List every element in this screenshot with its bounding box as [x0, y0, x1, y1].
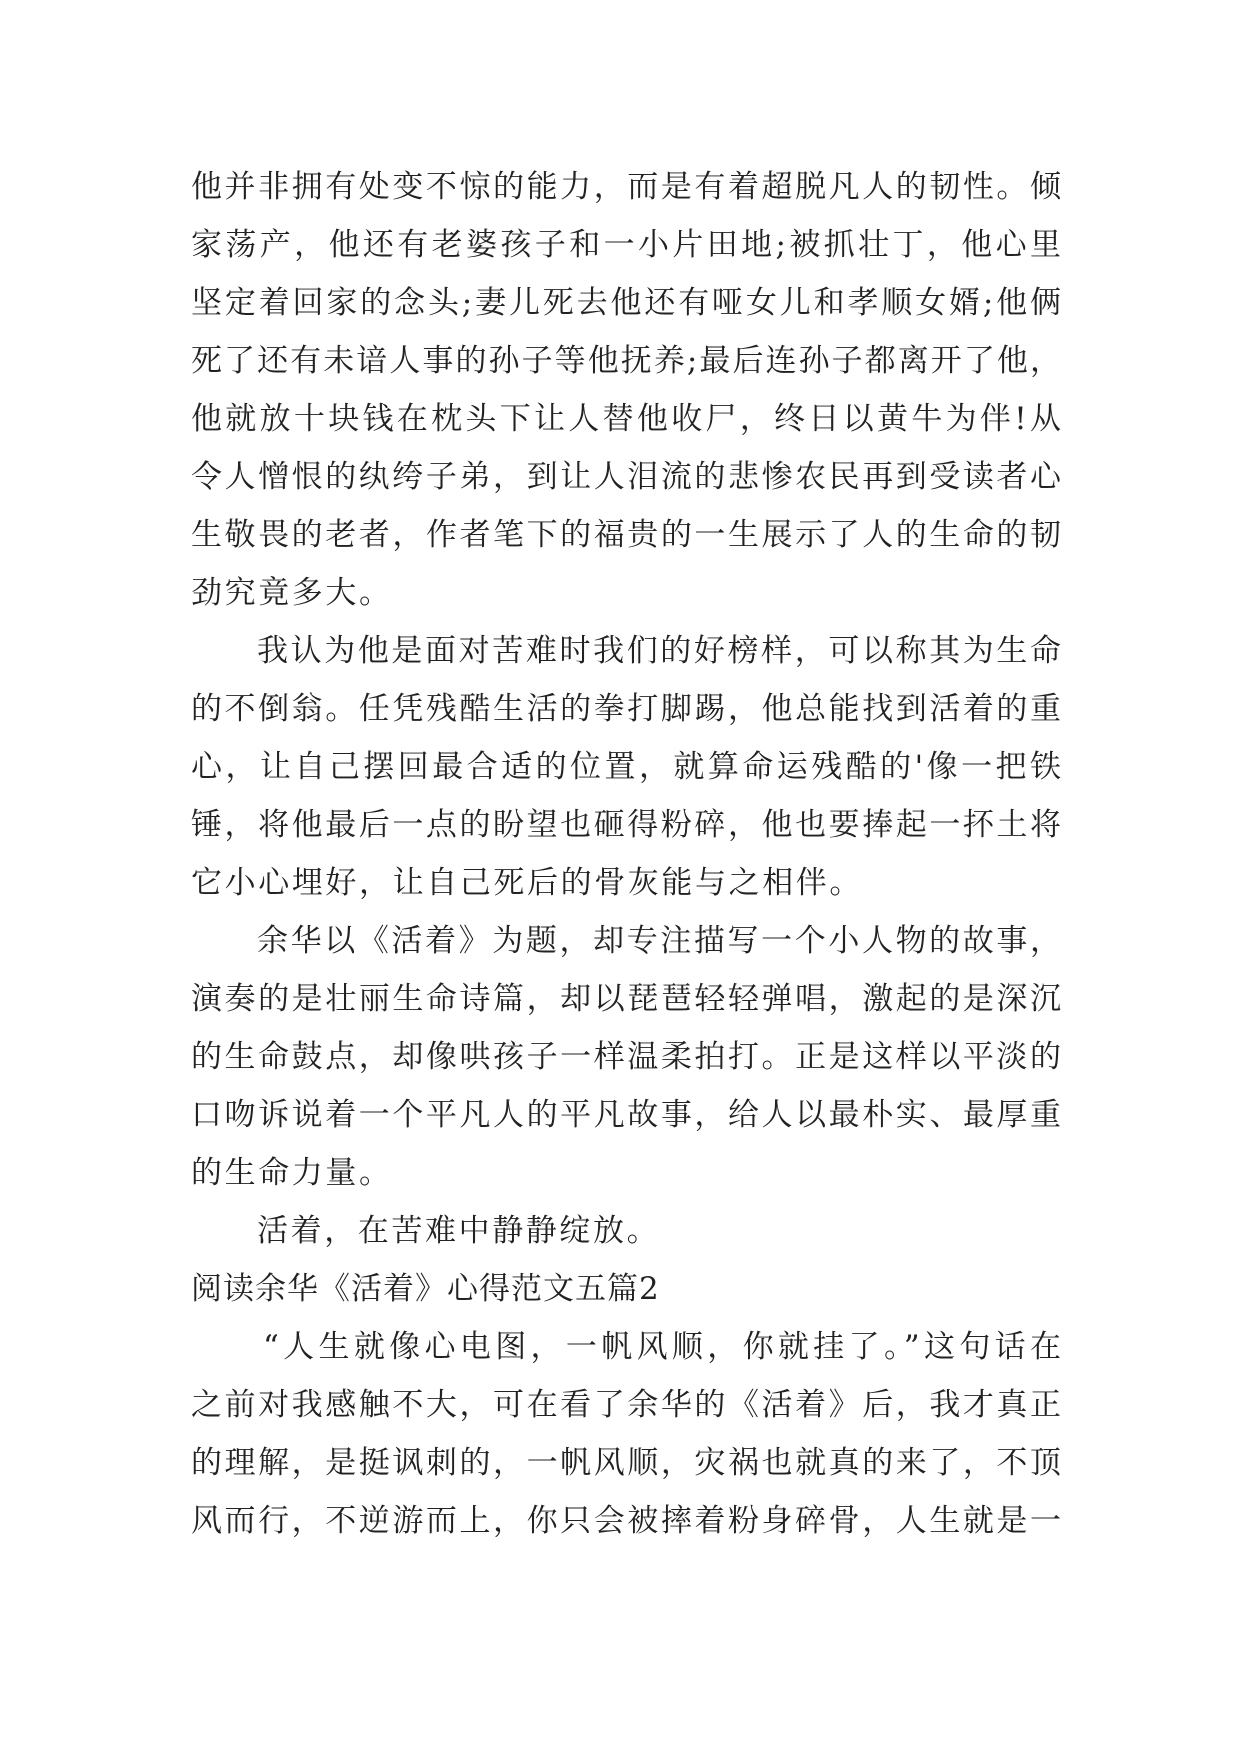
text-line: 演奏的是壮丽生命诗篇，却以琵琶轻轻弹唱，激起的是深沉 [191, 981, 1061, 1017]
text-line: 死了还有未谙人事的孙子等他抚养;最后连孙子都离开了他， [191, 343, 1061, 379]
text-line: 他并非拥有处变不惊的能力，而是有着超脱凡人的韧性。倾 [191, 169, 1061, 205]
text-line: 的理解，是挺讽刺的，一帆风顺，灾祸也就真的来了，不顶 [191, 1445, 1061, 1481]
text-line: 口吻诉说着一个平凡人的平凡故事，给人以最朴实、最厚重 [191, 1097, 1061, 1133]
text-line: 的不倒翁。任凭残酷生活的拳打脚踢，他总能找到活着的重 [191, 691, 1061, 727]
paragraph-first-line: 我认为他是面对苦难时我们的好榜样，可以称其为生命 [257, 633, 1061, 669]
text-line: 心，让自己摆回最合适的位置，就算命运残酷的'像一把铁 [191, 749, 1061, 785]
essay-body [191, 158, 1061, 1550]
text-line: 它小心埋好，让自己死后的骨灰能与之相伴。 [191, 865, 863, 901]
paragraph-first-line: 活着，在苦难中静静绽放。 [257, 1213, 661, 1249]
text-line: 的生命力量。 [191, 1155, 393, 1191]
text-line: 生敬畏的老者，作者笔下的福贵的一生展示了人的生命的韧 [191, 517, 1061, 553]
section-heading: 阅读余华《活着》心得范文五篇2 [191, 1271, 660, 1307]
text-line: 锤，将他最后一点的盼望也砸得粉碎，他也要捧起一抔土将 [191, 807, 1061, 843]
text-line: 的生命鼓点，却像哄孩子一样温柔拍打。正是这样以平淡的 [191, 1039, 1061, 1075]
text-line: 之前对我感触不大，可在看了余华的《活着》后，我才真正 [191, 1387, 1061, 1423]
paragraph-first-line: 余华以《活着》为题，却专注描写一个小人物的故事， [257, 923, 1061, 959]
text-line: 劲究竟多大。 [191, 575, 393, 611]
text-line: 令人憎恨的纨绔子弟，到让人泪流的悲惨农民再到受读者心 [191, 459, 1061, 495]
text-line: 风而行，不逆游而上，你只会被摔着粉身碎骨，人生就是一 [191, 1503, 1061, 1539]
text-line: 坚定着回家的念头;妻儿死去他还有哑女儿和孝顺女婿;他俩 [191, 285, 1061, 321]
text-line: 家荡产，他还有老婆孩子和一小片田地;被抓壮丁，他心里 [191, 227, 1061, 263]
text-line: 他就放十块钱在枕头下让人替他收尸，终日以黄牛为伴!从 [191, 401, 1061, 437]
paragraph-first-line: “人生就像心电图，一帆风顺，你就挂了。”这句话在 [263, 1329, 1061, 1365]
